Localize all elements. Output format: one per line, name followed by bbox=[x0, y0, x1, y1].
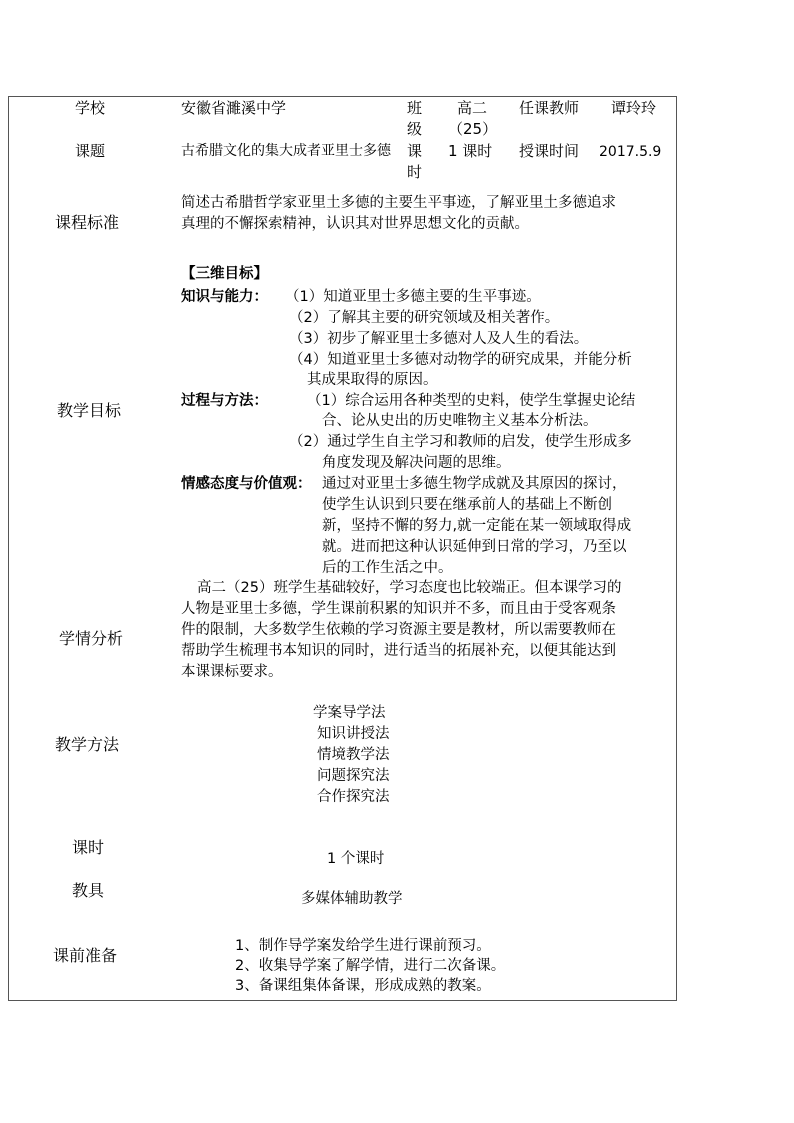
knowledge-item: 其成果取得的原因。 bbox=[307, 372, 438, 388]
analysis-label: 学情分析 bbox=[59, 629, 124, 648]
process-item: （1）综合运用各种类型的史料，使学生掌握史论结 bbox=[307, 393, 636, 409]
school-label: 学校 bbox=[75, 99, 106, 117]
process-label: 过程与方法： bbox=[181, 393, 268, 409]
curriculum-label: 课程标准 bbox=[55, 213, 120, 232]
duration-label: 课时 bbox=[72, 838, 105, 857]
emotion-item: 新，坚持不懈的努力,就一定能在某一领域取得成 bbox=[322, 518, 632, 534]
knowledge-item: （4）知道亚里士多德对动物学的研究成果，并能分析 bbox=[289, 352, 632, 368]
knowledge-item: （3）初步了解亚里士多德对人及人生的看法。 bbox=[289, 331, 589, 347]
preparation-item: 1、制作导学案发给学生进行课前预习。 bbox=[235, 938, 491, 954]
topic-value: 古希腊文化的集大成者亚里士多德 bbox=[181, 143, 391, 159]
emotion-item: 通过对亚里士多德生物学成就及其原因的探讨， bbox=[322, 476, 627, 492]
method-item: 问题探究法 bbox=[317, 768, 390, 784]
process-item: 合、论从史出的历史唯物主义基本分析法。 bbox=[322, 413, 598, 429]
duration-value: 1 个课时 bbox=[327, 851, 385, 867]
emotion-item: 后的工作生活之中。 bbox=[322, 560, 453, 576]
date-label: 授课时间 bbox=[519, 142, 580, 160]
school-value: 安徽省濉溪中学 bbox=[181, 99, 287, 117]
hours-label-line1: 课 bbox=[407, 142, 423, 160]
knowledge-label: 知识与能力： bbox=[181, 289, 268, 305]
knowledge-item: （1）知道亚里士多德主要的生平事迹。 bbox=[285, 289, 541, 305]
curriculum-line: 真理的不懈探索精神，认识其对世界思想文化的贡献。 bbox=[181, 216, 529, 232]
preparation-label: 课前准备 bbox=[53, 946, 118, 965]
preparation-item: 3、备课组集体备课，形成成熟的教案。 bbox=[235, 978, 491, 994]
class-label-line1: 班 bbox=[407, 99, 423, 117]
method-item: 合作探究法 bbox=[317, 789, 390, 805]
emotion-label: 情感态度与价值观： bbox=[181, 476, 312, 492]
preparation-item: 2、收集导学案了解学情，进行二次备课。 bbox=[235, 958, 506, 974]
method-item: 知识讲授法 bbox=[317, 726, 390, 742]
date-value: 2017.5.9 bbox=[599, 144, 662, 160]
tools-value: 多媒体辅助教学 bbox=[301, 891, 403, 907]
process-item: 角度发现及解决问题的思维。 bbox=[322, 455, 511, 471]
analysis-line: 人物是亚里士多德，学生课前积累的知识并不多，而且由于受客观条 bbox=[181, 601, 616, 617]
objectives-label: 教学目标 bbox=[57, 401, 122, 420]
method-item: 情境教学法 bbox=[317, 747, 390, 763]
analysis-line: 本课课标要求。 bbox=[181, 664, 283, 680]
class-label-line2: 级 bbox=[407, 120, 423, 138]
class-value-line2: （25） bbox=[448, 120, 498, 138]
teacher-label: 任课教师 bbox=[519, 99, 580, 117]
objectives-heading: 【三维目标】 bbox=[181, 266, 268, 282]
analysis-line: 件的限制，大多数学生依赖的学习资源主要是教材，所以需要教师在 bbox=[181, 622, 616, 638]
knowledge-item: （2）了解其主要的研究领域及相关著作。 bbox=[289, 310, 560, 326]
curriculum-line: 简述古希腊哲学家亚里土多德的主要生平事迹，了解亚里土多德追求 bbox=[181, 195, 616, 211]
tools-label: 教具 bbox=[72, 881, 105, 900]
hours-value: 1 课时 bbox=[448, 142, 493, 160]
analysis-line: 高二（25）班学生基础较好，学习态度也比较端正。但本课学习的 bbox=[197, 580, 622, 596]
method-item: 学案导学法 bbox=[313, 705, 386, 721]
topic-label: 课题 bbox=[75, 142, 106, 160]
analysis-line: 帮助学生梳理书本知识的同时，进行适当的拓展补充，以便其能达到 bbox=[181, 643, 616, 659]
emotion-item: 就。进而把这种认识延伸到日常的学习，乃至以 bbox=[322, 539, 627, 555]
emotion-item: 使学生认识到只要在继承前人的基础上不断创 bbox=[322, 497, 612, 513]
hours-label-line2: 时 bbox=[407, 163, 423, 181]
methods-label: 教学方法 bbox=[55, 735, 120, 754]
class-value-line1: 高二 bbox=[457, 99, 488, 117]
process-item: （2）通过学生自主学习和教师的启发，使学生形成多 bbox=[289, 434, 632, 450]
teacher-value: 谭玲玲 bbox=[611, 99, 657, 117]
